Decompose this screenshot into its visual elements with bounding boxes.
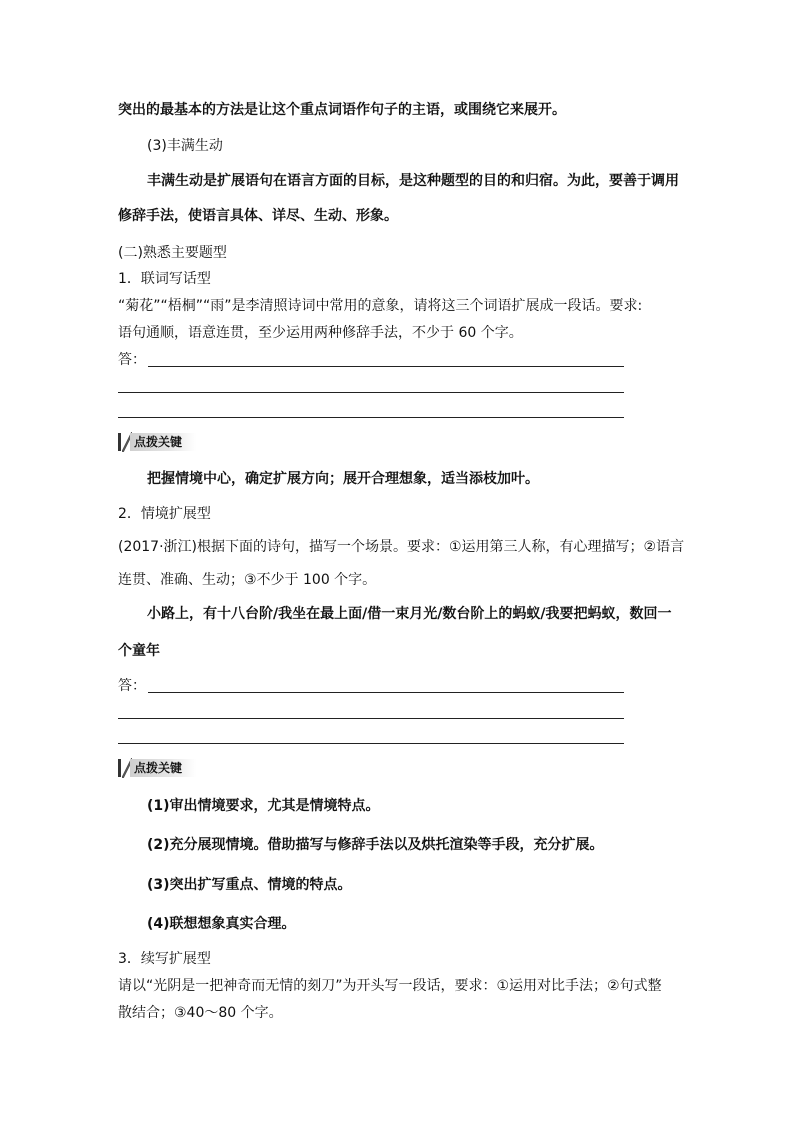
q2-heading: 2．情境扩展型: [118, 506, 211, 522]
q2-prompt-line2: 连贯、准确、生动；③不少于 100 个字。: [118, 572, 377, 588]
q2-key-tag: [118, 757, 196, 779]
q2-key-tag-label: 点拨关键: [134, 761, 183, 775]
q1-key-tag-label: 点拨关键: [134, 435, 183, 449]
q3-prompt-line1: 请以“光阴是一把神奇而无情的刻刀”为开头写一段话，要求：①运用对比手法；②句式整: [118, 978, 662, 994]
subheading-vivid: (3)丰满生动: [147, 138, 223, 154]
q2-answer-line-1[interactable]: [148, 692, 624, 693]
q1-answer-label: 答：: [118, 352, 146, 368]
q1-prompt-line2: 语句通顺，语意连贯，至少运用两种修辞手法，不少于 60 个字。: [118, 325, 523, 341]
q3-heading: 3．续写扩展型: [118, 951, 211, 967]
q1-heading: 1．联词写话型: [118, 271, 211, 287]
q2-poem-line2: 个童年: [118, 643, 160, 659]
q1-answer-line-3[interactable]: [118, 417, 624, 418]
q2-answer-line-2[interactable]: [118, 718, 624, 719]
q2-tip-4: (4)联想想象真实合理。: [147, 916, 296, 932]
q2-poem-line1: 小路上，有十八台阶/我坐在最上面/借一束月光/数台阶上的蚂蚁/我要把蚂蚁，数回一: [147, 606, 672, 622]
q1-answer-line-1[interactable]: [148, 366, 624, 367]
q2-tip-1: (1)审出情境要求，尤其是情境特点。: [147, 798, 380, 814]
tag-bar-icon: [118, 759, 121, 777]
q3-prompt-line2: 散结合；③40～80 个字。: [118, 1005, 283, 1021]
q2-prompt-line1: (2017·浙江)根据下面的诗句，描写一个场景。要求：①运用第三人称，有心理描写；②语言: [118, 539, 685, 555]
q2-tip-2: (2)充分展现情境。借助描写与修辞手法以及烘托渲染等手段，充分扩展。: [147, 837, 604, 853]
tag-bar-icon: [118, 433, 121, 451]
q1-tip: 把握情境中心，确定扩展方向；展开合理想象，适当添枝加叶。: [147, 471, 539, 487]
q2-answer-label: 答：: [118, 678, 146, 694]
q1-answer-line-2[interactable]: [118, 392, 624, 393]
q2-tip-3: (3)突出扩写重点、情境的特点。: [147, 877, 352, 893]
q1-key-tag: [118, 431, 196, 453]
vivid-paragraph-line1: 丰满生动是扩展语句在语言方面的目标，是这种题型的目的和归宿。为此，要善于调用: [147, 173, 679, 189]
q1-prompt-line1: “菊花”“梧桐”“雨”是李清照诗词中常用的意象，请将这三个词语扩展成一段话。要求:: [118, 298, 643, 314]
intro-paragraph: 突出的最基本的方法是让这个重点词语作句子的主语，或围绕它来展开。: [118, 102, 566, 118]
section-heading: (二)熟悉主要题型: [118, 245, 227, 261]
q2-answer-line-3[interactable]: [118, 743, 624, 744]
vivid-paragraph-line2: 修辞手法，使语言具体、详尽、生动、形象。: [118, 208, 398, 224]
